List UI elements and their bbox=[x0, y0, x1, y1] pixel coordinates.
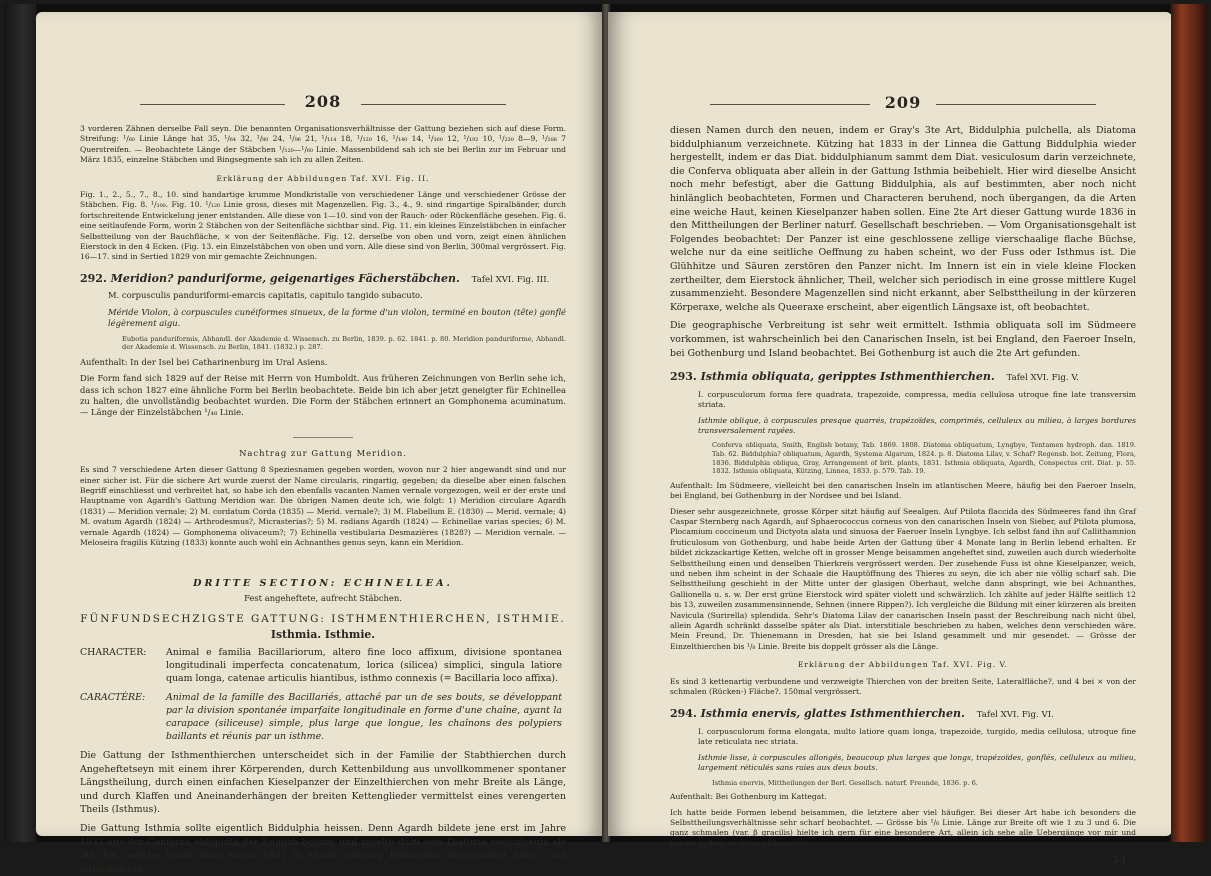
nachtrag-heading: Nachtrag zur Gattung Meridion. bbox=[239, 447, 407, 458]
genus-heading: FÜNFUNDSECHZIGSTE GATTUNG: ISTHMENTHIERCHEN, ISTHMIE. bbox=[80, 613, 566, 626]
right-paragraph-4: Es sind 3 kettenartig verbundene und verzweigte Thierchen von der breiten Seite, Lateralfläche?, und 4 bei × von der schmalen (Rücken-) Fläche?. 150mal vergrössert. bbox=[670, 676, 1136, 696]
character-french bbox=[80, 691, 566, 743]
right-page bbox=[608, 12, 1172, 867]
entry-plate-ref: Tafel XVI. Fig. VI. bbox=[976, 710, 1054, 721]
header-rule-right bbox=[361, 104, 506, 105]
left-page-header bbox=[80, 92, 566, 112]
species-entry-292 bbox=[80, 273, 566, 286]
caractere-label: CARACTÈRE: bbox=[80, 692, 146, 703]
right-page-header bbox=[670, 93, 1136, 112]
character-latin bbox=[80, 646, 566, 685]
figure-explanation-heading: Erklärung der Abbildungen Taf. XVI. Fig. V. bbox=[797, 660, 1009, 670]
entry-latin-diagnosis: M. corpusculis panduriformi-emarcis capitatis, capitulo tangido subacuto. bbox=[108, 290, 423, 301]
left-page-number: 208 bbox=[295, 92, 351, 111]
entry-number: 292. bbox=[80, 271, 107, 285]
left-page bbox=[36, 12, 604, 875]
left-paragraph-6: Die Gattung Isthmia sollte eigentlich Biddulphia heissen. Denn Agardh bildete jene erst im Jahre 1832 aus der Conferva obliquata der English botany, und zeselte dazu sein Diatoma vesiculosum als 2te Art, welche beide Gray schon 1831 in seiner Gattung Biddulphia abgesondert hatte, und unterdrückte bbox=[80, 822, 566, 875]
right-paragraph-2: Die geographische Verbreitung ist sehr weit ermittelt. Isthmia obliquata soll im Südmeere vorkommen, ist wahrscheinlich bei den Canarischen Inseln, ist bei England, den Faeroer Inseln, bei Gothenburg und Island beobachtet. Bei Gothenburg ist auch die 2te Art gefunden. bbox=[670, 320, 1136, 359]
character-text: Animal e familia Bacillariorum, altero fine loco affixum, divisione spontanea longitudinali imperfecta concatenatum, lorica (silicea) simplici, singula latiore quam longa, catenae articulis hiantibus, isthmo connexis (= Bacillaria loco affixa). bbox=[166, 647, 562, 684]
species-entry-293 bbox=[670, 370, 1136, 386]
header-rule-right bbox=[936, 104, 1096, 105]
left-paragraph-3: Die Form fand sich 1829 auf der Reise mit Herrn von Humboldt. Aus früheren Zeichnungen von Berlin sehe ich, dass ich schon 1827 eine ähnliche Form bei Berlin beobachtete. Beide bin ich aber jetzt geneigter für Echinellea zu halten, die unvollständig beobachtet wurden. Die Form der Stäbchen erinnert an Gomphonema acuminatum. — Länge der Einzelstäbchen ¹/₄₈ Linie. bbox=[80, 373, 566, 418]
right-page-content bbox=[608, 12, 1172, 867]
book-spread bbox=[4, 4, 1207, 875]
entry-number: 293. bbox=[670, 370, 697, 384]
section-title: DRITTE SECTION: ECHINELLEA. bbox=[193, 578, 453, 590]
entry-title: Isthmia enervis, glattes Isthmenthierchen. bbox=[700, 707, 965, 721]
genus-subheading: Isthmia. Isthmie. bbox=[270, 627, 376, 641]
species-entry-294 bbox=[670, 707, 1136, 723]
left-paragraph-2: Fig. 1., 2., 5., 7., 8., 10. sind handartige krumme Mondkristalle von verschiedener Länge und verschiedener Grösse der Stäbchen. Fig. 8. ¹/₁₀₀. Fig. 10. ¹/₁₂₀ Linie gross, dieses mit Magenzellen. Fig. 3., 4., 9. sind ringartige Spiralbänder, durch fortschreitende Entwickelung jener entstanden. Alle diese von 1—10. sind von der Rauch- oder Rückenfläche gesehen. Fig. 6. eine seitlaufende Form, worin 2 Stäbchen von der Seitenfläche sichtbar sind. Fig. 11. ein kleines Einzelstäbchen in einfacher Selbstteilung von der Bauchfläche, × von der Seitenfläche. Fig. 12. derselbe von oben und vorn, zeigt einen ähnlichen Eierstock in den 4 Ecken. (Fig. 13. ein Einzelstäbchen von oben und vorn. Alle diese sind von Berlin, 300mal vergrössert. Fig. 16—17. sind in Sertied 1829 von mir gemachte Zeichnungen. bbox=[80, 190, 567, 262]
signature-mark: 53 bbox=[1112, 855, 1126, 867]
separator-rule bbox=[293, 437, 353, 438]
right-paragraph-1: diesen Namen durch den neuen, indem er Gray's 3te Art, Biddulphia pulchella, als Diatoma biddulphianum verzeichnete. Kützing hat 1833 in der Linnea die Gattung Biddulphia wieder hergestellt, indem er das Diat. biddulphianum sammt dem Diat. vesiculosum darin verzeichnete, die Conferva obliquata aber allein in der Gattung Isthmia beibehielt. Hier wird dieselbe Ansicht noch mehr befestigt, aber die Gattung Biddulphia, als auf bestimmten, aber noch nicht hinlänglich beobachteten, Formen und Characteren beruhend, noch übergangen, da die Arten eine weiche Haut, keinen Kieselpanzer haben sollen. Eine 2te Art dieser Gattung wurde 1836 in den Mittheilungen der Berliner naturf. Gesellschaft beschrieben. — Vom Organisationsgehalt ist Folgendes beobachtet: Der Panzer ist eine geschlossene zellige vierschaalige flache Büchse, welche nur da eine seitliche Oeffnung zu haben scheint, wo der Fuss oder Isthmus ist. Die Glühhitze und Säuren zerstören den Panzer nicht. Im Innern ist ein in viele kleine Flocken zertheilter, dem Eierstock ähnlicher, Theil, welcher sich periodisch in eine grosse mittlere Kugel zusammenzieht. Besondere Magenzellen sind nicht erkannt, aber Selbsttheilung in der kürzeren Körperaxe, welche als Queeraxe erscheint, aber eigentlich Längsaxe ist, oft beobachtet. bbox=[670, 125, 1136, 313]
caractere-text: Animal de la famille des Bacillariés, attaché par un de ses bouts, se développant par la division spontanée imparfaite longitudinale en forme d'une chaîne, ayant la carapace (siliceuse) simple, plus large que longue, les chaînons des polypiers baillants et réunis par un isthme. bbox=[166, 692, 562, 742]
header-rule-left bbox=[140, 104, 285, 105]
right-paragraph-5: Ich hatte beide Formen lebend beisammen, die letztere aber viel häufiger. Bei dieser Art habe ich besonders die Selbsttheilungsverhältnisse sehr scharf beobachtet. — Grösse bis ¹/₆ Linie. Länge zur Breite oft wie 1 zu 3 und 6. Die ganz schmalen (var. β gracilis) hielte ich gern für eine besondere Art, allein ich sehe alle Uebergänge vor mir und keinen andern wichtigen Character. bbox=[670, 807, 1136, 848]
entry-french-diagnosis: Isthmie lisse, à corpuscules allongés, beaucoup plus larges que longs, trapézoïdes, gonflés, celluleux au milieu, largement réticulés sans raies aux deux bouts. bbox=[698, 752, 1136, 773]
left-page-content bbox=[36, 12, 604, 875]
entry-plate-ref: Tafel XVI. Fig. III. bbox=[471, 274, 550, 285]
entry-habitat: Aufenthalt: Bei Gothenburg im Kattegat. bbox=[670, 792, 827, 802]
character-label: CHARACTER: bbox=[80, 647, 147, 658]
book-cover-right-edge bbox=[1171, 4, 1207, 842]
left-paragraph-5: Die Gattung der Isthmenthierchen unterscheidet sich in der Familie der Stabthierchen durch Angeheftetseyn mit einem ihrer Körperenden, durch Kettenbildung aus unvollkommener spontaner Längstheilung, durch einen einfachen Kieselpanzer der Einzelthierchen von mehr Breite als Länge, und durch Klaffen und Aneinanderhängen der breiten Kettenglieder vermittelst eines verengerten Theils (Isthmus). bbox=[80, 750, 566, 816]
right-paragraph-3: Dieser sehr ausgezeichnete, grosse Körper sitzt häufig auf Seealgen. Auf Ptilota flaccida des Südmeeres fand ihn Graf Caspar Sternberg nach Agardh, auf Sphaerococcus corneus von den canarischen Inseln von Sieber, auf Ptilota plumosa, Plocamium coccineum und Dictyota alata und sinuosa der Faeroer Inseln Lyngbye. Ich selbst fand ihn auf Callithamnion fruticulosum von Gothenburg, und habe beide Arten der Gattung über 4 Monate lang in Berlin lebend erhalten. Er bildet zickzackartige Ketten, welche oft in grosser Menge beisammen angeheftet sind, zuweilen auch durch wiederholte Selbsttheilung einen und denselben Thierkreis vergrössert werden. Der zusehende Fuss ist ohne Kieselpanzer, weich, und neben ihm scheint in der Schaale die Hauptöffnung des Thieres zu seyn, die ich aber nie völlig scharf sah. Die Selbsttheilung geschieht in der Mitte unter der glasigen Oberhaut, welche dann abspringt, wie bei Achnanthes, Gallionella u. s. w. Der erst grüne Eierstock wird später violett und schwärzlich. Ich zählte auf jeder Hälfte seitlich 12 bis 13, zuweilen zusammensinnende, Sehnen (innere Rippen?). Ich vergleiche die Bildung mit einer kürzeren als breiten Navicula (Surirella) splendida. Sehr's Diatoma Lilav der canarischen Inseln passt der Beschreibung nach nicht übel, allein Agardh schränkt dasselbe später als Diat. interstitiale beschrieben zu haben, welches denn verschieden wäre. Mein Freund, Dr. Thienemann in Dresden, hat sie bei Island gesammelt und mir gesendet. — Grösse der Einzelthierchen bis ¹/₈ Linie. Breite bis doppelt grösser als die Länge. bbox=[670, 506, 1136, 651]
figure-explanation-heading: Erklärung der Abbildungen Taf. XVI. Fig. II. bbox=[216, 173, 430, 183]
entry-synonyms: Eubotia panduriformis, Abhandl. der Akademie d. Wissensch. zu Berlin, 1839. p. 62. 1841. p. 80. Meridion panduriforme, Abhandl. der Akademie d. Wissensch. zu Berlin, 1841. (1832.) p. 287. bbox=[122, 334, 566, 352]
entry-latin-diagnosis: I. corpusculorum forma fere quadrata, trapezoide, compressa, media cellulosa utroque fine late transversim striata. bbox=[698, 389, 1136, 410]
entry-latin-diagnosis: I. corpusculorum forma elongata, multo latiore quam longa, trapezoide, turgido, media cellulosa, utroque fine late reticulata nec striata. bbox=[698, 727, 1136, 747]
left-paragraph-4: Es sind 7 verschiedene Arten dieser Gattung 8 Speziesnamen gegeben worden, wovon nur 2 hier angewandt sind und nur einer sicher ist. Für die sichere Art wurde zuerst der Name circularis, ringartig, gegeben; da dieselbe aber einen falschen Begriff einschliesst und verbreitet hat, so habe ich den ebenfalls vacanten Namen vernale vorgezogen, weil er der erste und Hauptname von Agardh's Gattung Meridion war. Die übrigen Namen deute ich, wie folgt: 1) Meridion circulare Agardh (1831) — Meridion vernale; 2) M. cordatum Corda (1835) — Merid. vernale?; 3) M. Flabellum E. (1830) — Merid. vernale; 4) M. ovatum Agardh (1824) — Arthrodesmus?, Micrasterias?; 5) M. radians Agardh (1824) — Echinellae varias species; 6) M. vernale Agardh (1824) — Gomphonema olivaceum?; 7) Echinella vestibularia Desmazières (1828?) — Meridion vernale. — Meloseira fragilis Kützing (1833) konnte auch wohl ein Achnanthes genus seyn, kann ein Meridion. bbox=[80, 465, 566, 547]
entry-plate-ref: Tafel XVI. Fig. V. bbox=[1006, 373, 1079, 384]
left-paragraph-1: 3 vorderen Zähnen derselbe Fall seyn. Die benannten Organisationsverhältnisse der Gattung beziehen sich auf diese Form. Streifung: ¹/₆₀ Linie Länge hat 35, ¹/₆₄ 32, ¹/₈₀ 24, ¹/₉₆ 21, ¹/₁₁₄ 18, ¹/₁₂₀ 16, ¹/₁₄₀ 14, ¹/₁₆₀ 12, ¹/₁₉₂ 10, ¹/₂₃₀ 8—9, ¹/₂₈₈ 7 Querstreifen. — Beobachtete Länge der Stäbchen ¹/₁₂₀—¹/₆₀ Linie. Massenbildend sah ich sie bei Berlin zur im Februar und März 1835, einzelne Stäbchen und Bingsegmente sah ich zu allen Zeiten. bbox=[80, 124, 566, 165]
right-page-number: 209 bbox=[875, 93, 931, 112]
entry-french-diagnosis: Méride Violon, à corpuscules cunéiformes sinueux, de la forme d'un violon, terminé en bouton (tête) gonflé légèrement aigu. bbox=[108, 306, 566, 329]
entry-title: Isthmia obliquata, geripptes Isthmenthierchen. bbox=[700, 370, 995, 384]
header-rule-left bbox=[710, 104, 870, 105]
entry-habitat: Aufenthalt: In der Isel bei Catharinenburg im Ural Asiens. bbox=[80, 356, 328, 367]
entry-french-diagnosis: Isthmie oblique, à corpuscules presque quarrés, trapézoïdes, comprimés, celluleux au milieu, à larges bordures transversalement rayées. bbox=[698, 415, 1136, 435]
entry-synonyms: Conferva obliquata, Smith, English botany, Tab. 1869. 1808. Diatoma obliquatum, Lyngbye, Tentamen hydroph. dan. 1819. Tab. 62. Biddulphia? obliquatum, Agardh, Systema Algarum, 1824. p. 8. Diatoma Lilav, v. Schaf? Regensb. bot. Zeitung, Flora, 1836. Biddulphia obliqua, Gray, Arrangement of brit. plants, 1831. Isthmia obliquata, Agardh, Conspectus crit. Diat. p. 55. 1832. Isthmia obliquata, Kützing, Linnea, 1833. p. 579. Tab. 19. bbox=[712, 441, 1136, 476]
section-subtitle: Fest angeheftete, aufrecht Stäbchen. bbox=[244, 592, 402, 603]
entry-habitat: Aufenthalt: Im Südmeere, vielleicht bei den canarischen Inseln im atlantischen Meere, häufig bei den Faeroer Inseln, bei England, bei Gothenburg in der Nordsee und bei Island. bbox=[670, 480, 1136, 501]
entry-synonyms: Isthmia enervis, Mittheilungen der Berl. Gesellsch. naturf. Freunde, 1836. p. 6. bbox=[712, 778, 978, 787]
entry-title: Meridion? panduriforme, geigenartiges Fächerstäbchen. bbox=[110, 271, 460, 285]
book-cover-left-edge bbox=[4, 4, 36, 842]
entry-number: 294. bbox=[670, 707, 697, 721]
